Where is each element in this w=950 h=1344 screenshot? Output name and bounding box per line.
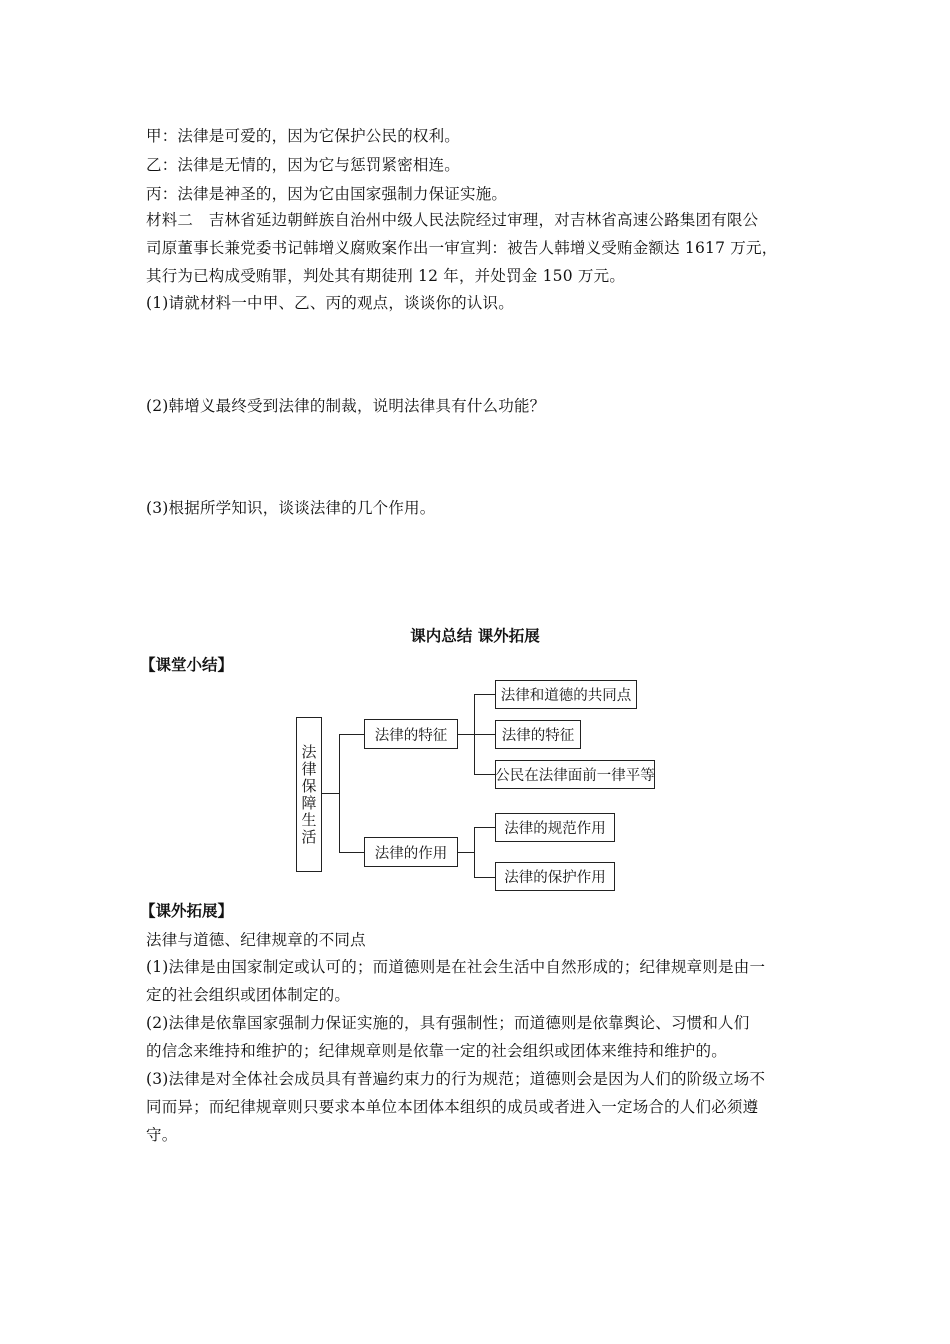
material-two-line-3: 其行为已构成受贿罪，判处其有期徒刑 12 年，并处罚金 150 万元。	[146, 267, 626, 285]
diagram-leaf-protective: 法律的保护作用	[495, 862, 615, 891]
material-bing: 丙：法律是神圣的，因为它由国家强制力保证实施。	[146, 185, 508, 203]
connector	[474, 877, 495, 878]
connector	[339, 852, 364, 853]
extension-p1-line2: 定的社会组织或团体制定的。	[146, 986, 351, 1004]
connector	[474, 774, 495, 775]
extension-p3-line2: 同而异；而纪律规章则只要求本单位本团体本组织的成员或者进入一定场合的人们必须遵	[146, 1098, 759, 1116]
diagram-leaf-normative: 法律的规范作用	[495, 813, 615, 842]
material-two-line-2: 司原董事长兼党委书记韩增义腐败案作出一审宣判：被告人韩增义受贿金额达 1617 万元，	[146, 239, 778, 257]
connector	[322, 793, 339, 794]
material-jia: 甲：法律是可爱的，因为它保护公民的权利。	[146, 127, 461, 145]
diagram-leaf-features: 法律的特征	[495, 720, 581, 749]
extension-heading: 【课外拓展】	[140, 901, 234, 920]
connector	[458, 734, 474, 735]
extension-p3-line1: (3)法律是对全体社会成员具有普遍约束力的行为规范；道德则会是因为人们的阶级立场不	[146, 1070, 766, 1088]
connector	[474, 694, 495, 695]
extension-p2-line2: 的信念来维持和维护的；纪律规章则是依靠一定的社会组织或团体来维持和维护的。	[146, 1042, 727, 1060]
connector	[339, 734, 340, 852]
extension-p1-line1: (1)法律是由国家制定或认可的；而道德则是在社会生活中自然形成的；纪律规章则是由一	[146, 958, 766, 976]
connector	[458, 852, 474, 853]
diagram-leaf-common-points: 法律和道德的共同点	[495, 680, 637, 709]
diagram-root: 法律保障生活	[296, 717, 322, 872]
summary-heading: 【课堂小结】	[140, 655, 234, 674]
extension-subtitle: 法律与道德、纪律规章的不同点	[146, 931, 366, 949]
connector	[339, 734, 364, 735]
diagram-branch-features: 法律的特征	[364, 719, 458, 749]
diagram-leaf-equality: 公民在法律面前一律平等	[495, 760, 655, 789]
question-3: (3)根据所学知识，谈谈法律的几个作用。	[146, 499, 436, 517]
diagram-branch-functions: 法律的作用	[364, 837, 458, 867]
material-yi: 乙：法律是无情的，因为它与惩罚紧密相连。	[146, 156, 461, 174]
section-title: 课内总结 课外拓展	[410, 626, 540, 645]
connector	[474, 734, 495, 735]
connector	[474, 827, 475, 877]
extension-p3-line3: 守。	[146, 1126, 178, 1144]
connector	[474, 827, 495, 828]
material-two-line-1: 材料二 吉林省延边朝鲜族自治州中级人民法院经过审理，对吉林省高速公路集团有限公	[146, 211, 759, 229]
question-1: (1)请就材料一中甲、乙、丙的观点，谈谈你的认识。	[146, 294, 514, 312]
question-2: (2)韩增义最终受到法律的制裁，说明法律具有什么功能？	[146, 397, 546, 415]
extension-p2-line1: (2)法律是依靠国家强制力保证实施的，具有强制性；而道德则是依靠舆论、习惯和人们	[146, 1014, 750, 1032]
